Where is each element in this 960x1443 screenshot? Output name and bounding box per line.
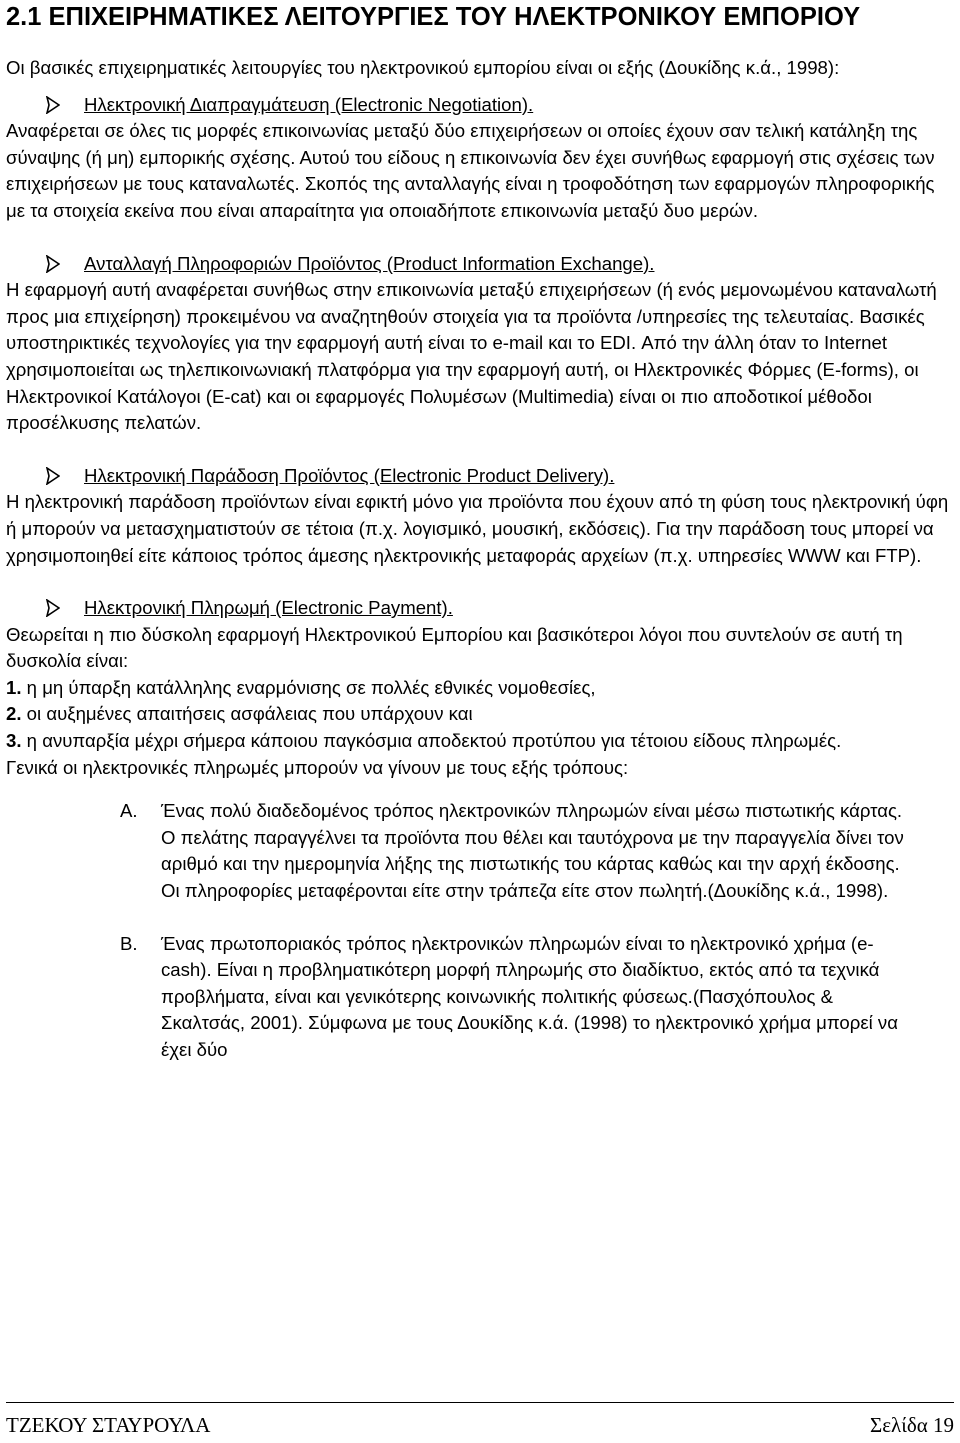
section-heading: 2.1 ΕΠΙΧΕΙΡΗΜΑΤΙΚΕΣ ΛΕΙΤΟΥΡΓΙΕΣ ΤΟΥ ΗΛΕΚΤΡΟΝΙΚΟΥ ΕΜΠΟΡΙΟΥ xyxy=(6,3,861,31)
section-body: Θεωρείται η πιο δύσκολη εφαρμογή Ηλεκτρονικού Εμπορίου και βασικότεροι λόγοι που συντελούν σε αυτή τη δυσκολία είναι: xyxy=(6,623,903,672)
intro-paragraph: Οι βασικές επιχειρηματικές λειτουργίες του ηλεκτρονικού εμπορίου είναι οι εξής (Δουκίδης κ.ά., 1998): xyxy=(6,57,840,78)
list-marker: B. xyxy=(120,932,138,954)
bullet-title: Ηλεκτρονική Πληρωμή (Electronic Payment). xyxy=(84,597,453,619)
page-footer xyxy=(6,1402,954,1439)
list-marker: A. xyxy=(120,800,138,822)
reason-item xyxy=(6,701,954,728)
list-item xyxy=(6,931,954,1064)
bullet-item xyxy=(6,595,954,622)
reason-number: 3. xyxy=(6,730,22,752)
list-item xyxy=(6,798,954,904)
list-item-text: Ένας πρωτοποριακός τρόπος ηλεκτρονικών πληρωμών είναι το ηλεκτρονικό χρήμα (e-cash). Είναι η προβληματικότερη μορφή πληρωμής στο διαδίκτυο, εκτός από τα τεχνικά προβλήματα, είναι και γενικότερης κοινωνικής πολιτικής φύσεως.(Πασχόπουλος & Σκαλτσάς, 2001). Σύμφωνα με τους Δουκίδης κ.ά. (1998) το ηλεκτρονικό χρήμα μπορεί να έχει δύο xyxy=(161,932,898,1060)
list-item-text: Ένας πολύ διαδεδομένος τρόπος ηλεκτρονικών πληρωμών είναι μέσω πιστωτικής κάρτας. Ο πελάτης παραγγέλνει τα προϊόντα που θέλει και ταυτόχρονα με την παραγγελία δίνει τον αριθμό και την ημερομηνία λήξης της πιστωτικής του κάρτας καθώς και την αρχή έκδοσης. Οι πληροφορίες μεταφέρονται είτε στην τράπεζα είτε στον πωλητή.(Δουκίδης κ.ά., 1998). xyxy=(161,800,904,902)
payment-ways-list xyxy=(6,798,954,1063)
bullet-item xyxy=(6,463,954,490)
arrow-bullet-icon xyxy=(46,96,60,114)
arrow-bullet-icon xyxy=(46,599,60,617)
reason-text: η μη ύπαρξη κατάλληλης εναρμόνισης σε πολλές εθνικές νομοθεσίες, xyxy=(21,676,596,698)
reason-text: η ανυπαρξία μέχρι σήμερα κάποιου παγκόσμια αποδεκτού προτύπου για τέτοιου είδους πληρωμές. xyxy=(21,730,842,752)
section-body: Η ηλεκτρονική παράδοση προϊόντων είναι εφικτή μόνο για προϊόντα που έχουν από τη φύση τους ηλεκτρονική ύφη ή μπορούν να μετασχηματιστούν σε τέτοια (π.χ. λογισμικό, μουσική, εκδόσεις). Για την παράδοση τους μπορεί να χρησιμοποιηθεί είτε κάποιος τρόπος άμεσης ηλεκτρονικής μεταφοράς αρχείων (π.χ. υπηρεσίες WWW και FTP). xyxy=(6,491,949,566)
bullet-title: Ηλεκτρονική Παράδοση Προϊόντος (Electronic Product Delivery). xyxy=(84,464,615,486)
reason-item xyxy=(6,728,954,755)
bullet-item xyxy=(6,251,954,278)
arrow-bullet-icon xyxy=(46,467,60,485)
bullet-title: Ηλεκτρονική Διαπραγμάτευση (Electronic Negotiation). xyxy=(84,93,534,115)
bullet-item xyxy=(6,92,954,119)
reason-item xyxy=(6,675,954,702)
footer-author: ΤΖΕΚΟΥ ΣΤΑΥΡΟΥΛΑ xyxy=(6,1413,211,1437)
bullet-title: Ανταλλαγή Πληροφοριών Προϊόντος (Product Information Exchange). xyxy=(84,252,655,274)
reason-number: 1. xyxy=(6,676,22,698)
arrow-bullet-icon xyxy=(46,255,60,273)
section-body: Αναφέρεται σε όλες τις μορφές επικοινωνίας μεταξύ δύο επιχειρήσεων οι οποίες έχουν σαν τελική κατάληξη της σύναψης (ή μη) εμπορικής σχέσης. Αυτού του είδους η επικοινωνία δεν έχει συνήθως εφαρμογή στις σχέσεις των επιχειρήσεων με τους καταναλωτές. Σκοπός της ανταλλαγής είναι η τροφοδότηση των εφαρμογών πληροφορικής με τα στοιχεία εκείνα που είναι απαραίτητα για οποιαδήποτε επικοινωνία μεταξύ δυο μερών. xyxy=(6,120,935,221)
reason-number: 2. xyxy=(6,703,22,725)
ways-intro: Γενικά οι ηλεκτρονικές πληρωμές μπορούν να γίνουν με τους εξής τρόπους: xyxy=(6,756,629,778)
reason-text: οι αυξημένες απαιτήσεις ασφάλειας που υπάρχουν και xyxy=(21,703,473,725)
footer-page-number: Σελίδα 19 xyxy=(869,1413,954,1437)
section-body: Η εφαρμογή αυτή αναφέρεται συνήθως στην επικοινωνία μεταξύ επιχειρήσεων (ή ενός μεμονωμένου καταναλωτή προς μια επιχείρηση) προκειμένου να αναζητηθούν στοιχεία για τα προϊόντα /υπηρεσίες της τελευταίας. Βασικές υποστηρικτικές τεχνολογίες για την εφαρμογή αυτή είναι το e-mail και το EDI. Από την άλλη όταν το Internet χρησιμοποιείται ως τηλεπικοινωνιακή πλατφόρμα για την εφαρμογή αυτή, οι Ηλεκτρονικές Φόρμες (E-forms), οι Ηλεκτρονικοί Κατάλογοι (E-cat) και οι εφαρμογές Πολυμέσων (Multimedia) είναι οι πιο αποδοτικοί μέθοδοι προσέλκυσης πελατών. xyxy=(6,279,937,434)
